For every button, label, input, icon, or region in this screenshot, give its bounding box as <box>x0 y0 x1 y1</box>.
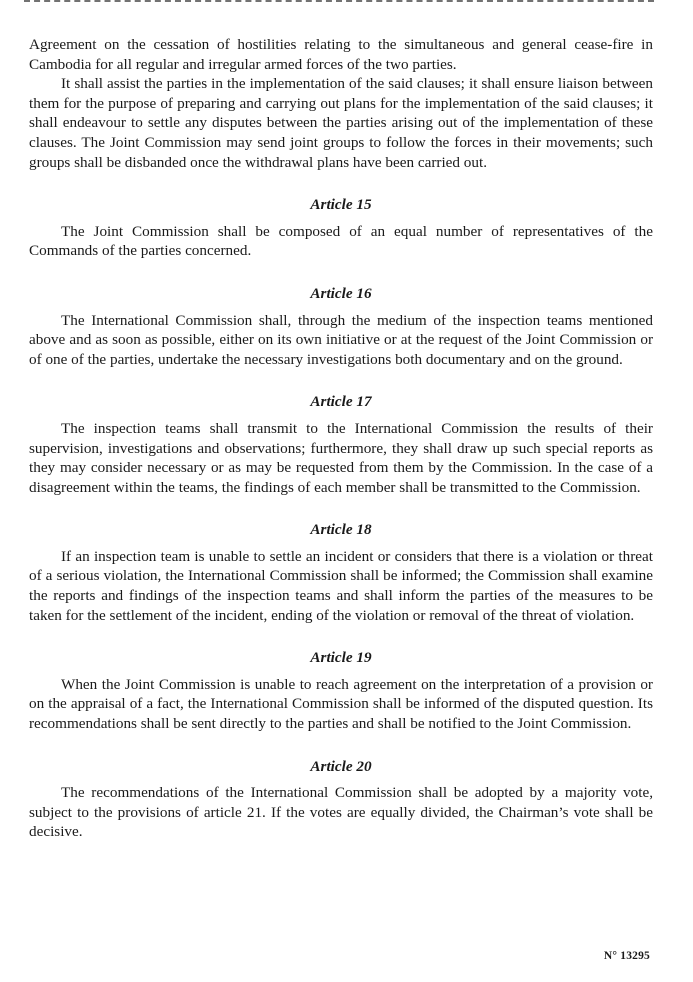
article-16-text: The International Commission shall, through the medium of the inspection teams mentioned above and as soon as possible, either on its own initiative or at the request of the Joint Commission or of one of the parties, undertake the necessary investigations both documentary and on the ground. <box>29 311 653 368</box>
article-20-heading: Article 20 <box>310 757 372 775</box>
article-19-heading: Article 19 <box>310 649 372 667</box>
page-number: N° 13295 <box>603 950 650 962</box>
article-18-text: If an inspection team is unable to settle an incident or considers that there is a violation or threat of a serious violation, the International Commission shall be informed; the Commission shall examine the reports and findings of the inspection teams and shall inform the parties of the measures to be taken for the settlement of the incident, ending of the violation or removal of the threat of violation. <box>29 547 653 624</box>
document-body <box>29 35 653 842</box>
article-16-heading: Article 16 <box>310 284 372 302</box>
top-divider <box>24 0 654 6</box>
article-17-text: The inspection teams shall transmit to the International Commission the results of their supervision, investigations and observations; furthermore, they shall draw up such special reports as they may consider necessary or as may be requested from them by the Commission. In the case of a disagreement within the teams, the findings of each member shall be transmitted to the Commission. <box>29 419 653 496</box>
article-17-heading: Article 17 <box>310 393 372 411</box>
article-15-heading: Article 15 <box>310 196 372 214</box>
article-15-text: The Joint Commission shall be composed of an equal number of representatives of the Commands of the parties concerned. <box>29 222 653 260</box>
intro-paragraph-2: It shall assist the parties in the implementation of the said clauses; it shall ensure liaison between them for the purpose of preparing and carrying out plans for the implementation of the said clauses; it shall endeavour to settle any disputes between the parties arising out of the implementation of these clauses. The Joint Commission may send joint groups to follow the forces in their movements; such groups shall be disbanded once the withdrawal plans have been carried out. <box>29 75 653 171</box>
article-19-text: When the Joint Commission is unable to reach agreement on the interpretation of a provision or on the appraisal of a fact, the International Commission shall be informed of the disputed question. Its recommendations shall be sent directly to the parties and shall be notified to the Joint Commission. <box>29 675 653 733</box>
intro-paragraph-1: Agreement on the cessation of hostilities relating to the simultaneous and general cease-fire in Cambodia for all regular and irregular armed forces of the two parties. <box>29 36 653 73</box>
article-18-heading: Article 18 <box>310 521 372 539</box>
article-20-text: The recommendations of the International Commission shall be adopted by a majority vote, subject to the provisions of article 21. If the votes are equally divided, the Chairman’s vote shall be decisive. <box>29 784 653 841</box>
